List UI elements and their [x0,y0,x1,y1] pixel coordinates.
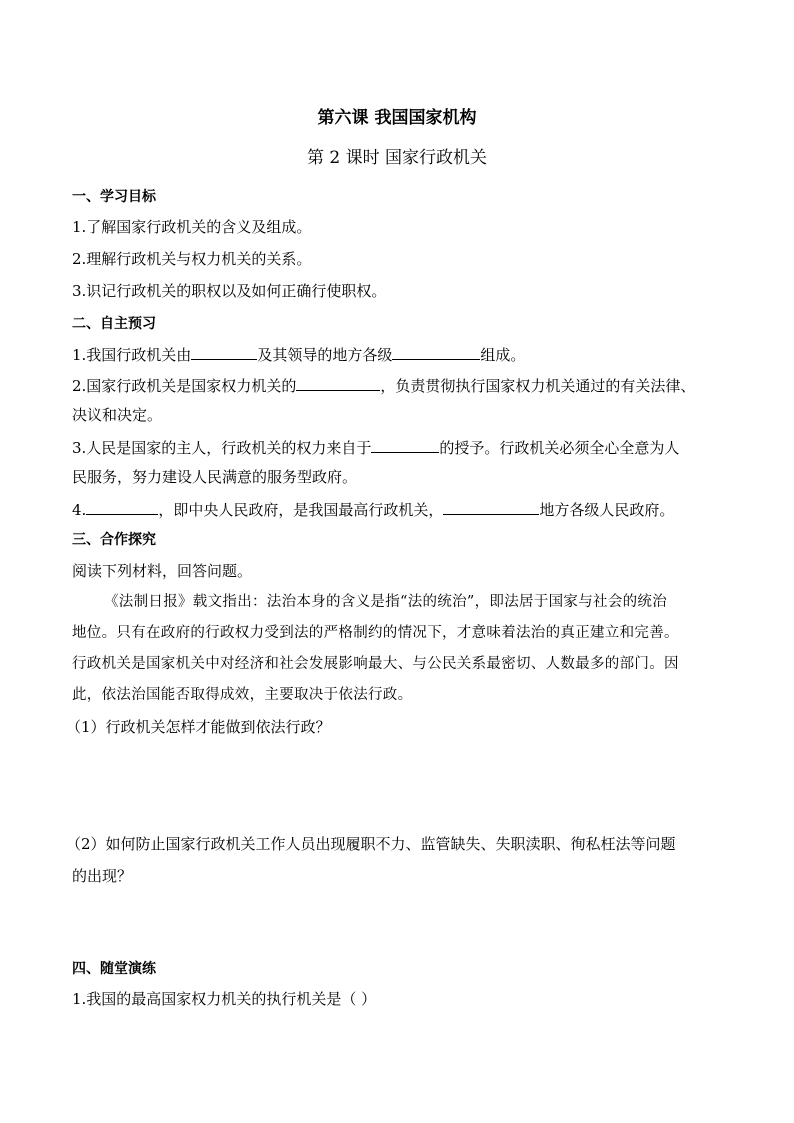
fill-blank[interactable] [371,437,439,453]
section-heading-preview: 二、自主预习 [72,316,156,332]
question-text: 民服务，努力建设人民满意的服务型政府。 [72,468,358,486]
material-line: 此，依法治国能否取得成效，主要取决于依法行政。 [72,687,413,703]
objective-item: 1.了解国家行政机关的含义及组成。 [72,218,312,236]
question-text: 2.国家行政机关是国家权力机关的 [72,377,297,395]
lesson-subtitle: 第 2 课时 国家行政机关 [306,148,488,168]
objective-item: 2.理解行政机关与权力机关的关系。 [72,250,312,268]
question-text: 组成。 [480,346,526,364]
question-text: 3.人民是国家的主人，行政机关的权力来自于 [72,439,372,457]
section-heading-objectives: 一、学习目标 [72,189,156,205]
objective-item: 3.识记行政机关的职权以及如何正确行使职权。 [72,282,387,300]
fill-blank[interactable] [86,499,158,515]
question-text: 的授予。行政机关必须全心全意为人 [439,439,680,457]
section-heading-inquiry: 三、合作探究 [72,532,156,548]
inquiry-question-1: （1）行政机关怎样才能做到依法行政？ [66,718,331,736]
fill-blank[interactable] [191,344,257,360]
question-text: 1.我国行政机关由 [72,346,192,364]
inquiry-question-2: （2）如何防止国家行政机关工作人员出现履职不力、监管缺失、失职渎职、徇私枉法等问题 [66,835,676,853]
answer-area[interactable] [72,745,722,825]
fill-blank[interactable] [392,344,480,360]
inquiry-question-2-cont: 的出现？ [72,867,133,885]
preview-question-2 [72,375,695,396]
preview-question-1 [72,344,525,365]
answer-area[interactable] [72,892,722,954]
material-line: 《法制日报》载文指出：法治本身的含义是指“法的统治”，即法居于国家与社会的统治 [104,594,668,610]
practice-question-1: 1.我国的最高国家权力机关的执行机关是（ ） [72,990,377,1008]
inquiry-intro: 阅读下列材料，回答问题。 [72,562,253,580]
material-line: 行政机关是国家机关中对经济和社会发展影响最大、与公民关系最密切、人数最多的部门。因 [72,656,679,672]
fill-blank[interactable] [443,499,539,515]
preview-question-4 [72,499,674,520]
question-text: 决议和决定。 [72,406,163,424]
fill-blank[interactable] [296,375,380,391]
question-text: 及其领导的地方各级 [257,346,393,364]
preview-question-3 [72,437,679,458]
lesson-title: 第六课 我国国家机构 [317,108,477,128]
question-text: ，即中央人民政府，是我国最高行政机关， [158,501,444,519]
material-line: 地位。只有在政府的行政权力受到法的严格制约的情况下，才意味着法治的真正建立和完善。 [72,625,679,641]
question-text: 4. [72,501,87,519]
section-heading-practice: 四、随堂演练 [72,961,156,977]
question-text: 地方各级人民政府。 [539,501,675,519]
question-text: ，负责贯彻执行国家权力机关通过的有关法律、 [380,377,696,395]
